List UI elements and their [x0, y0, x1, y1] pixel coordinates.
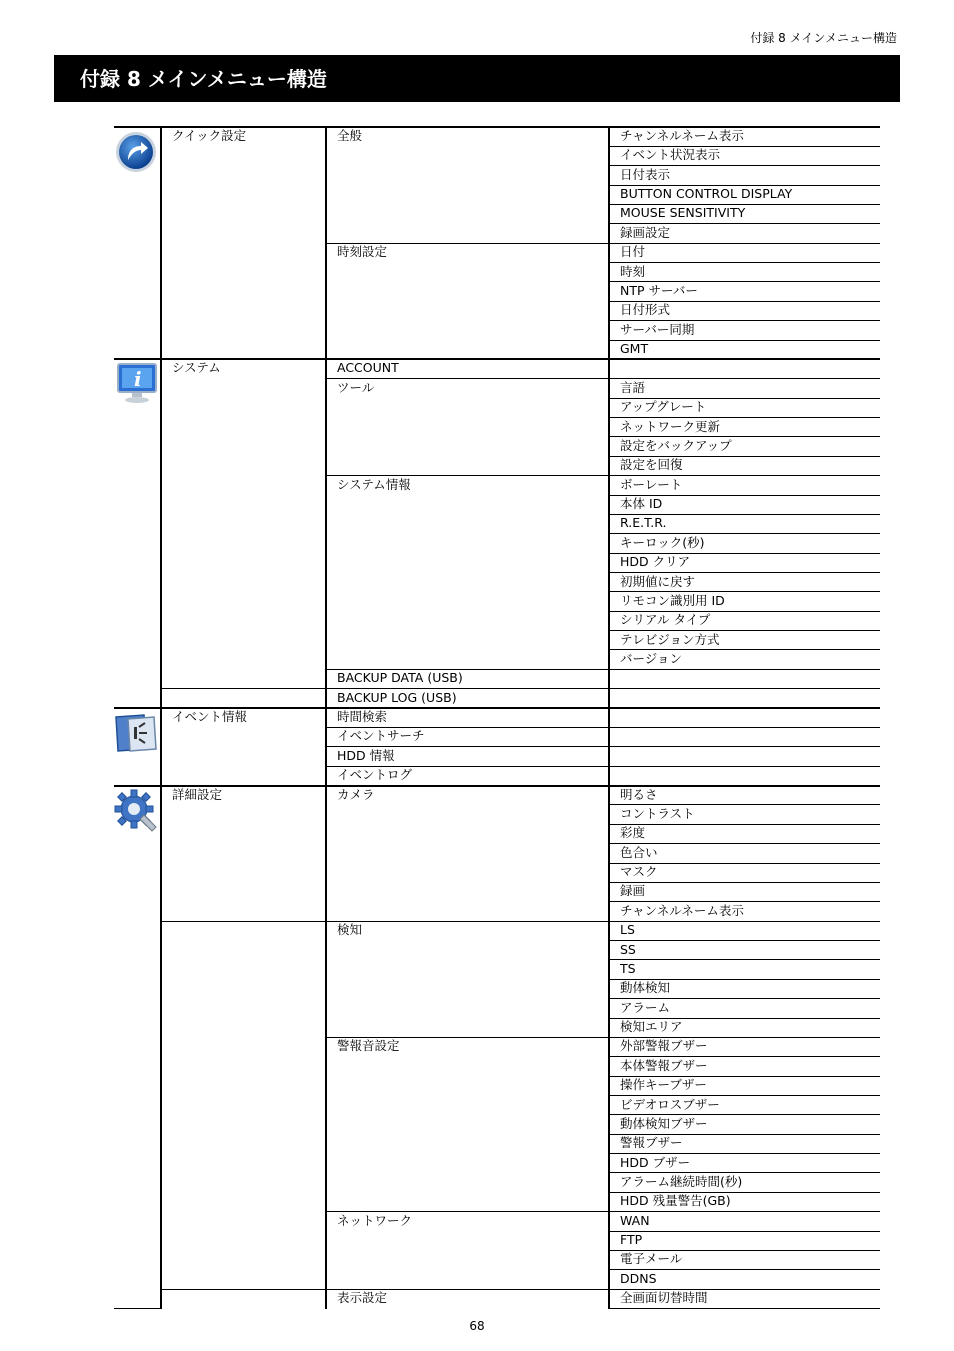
column-rule [608, 786, 610, 1309]
column-rule [160, 127, 162, 359]
level3-label: 録画設定 [620, 224, 671, 240]
quick-setting-icon [114, 128, 158, 174]
column-rule [608, 127, 610, 359]
svg-text:i: i [134, 367, 142, 392]
level2-label: HDD 情報 [337, 747, 395, 763]
level2-label: ネットワーク [337, 1212, 413, 1228]
level3-label: WAN [620, 1212, 650, 1228]
level3-label: 設定をバックアップ [620, 437, 732, 453]
level3-label: HDD 残量警告(GB) [620, 1193, 731, 1209]
level3-label: ボーレート [620, 476, 683, 492]
level3-label: FTP [620, 1232, 643, 1248]
level3-label: 全画面切替時間 [620, 1290, 708, 1306]
level3-rule [609, 824, 880, 825]
level2-label: BACKUP LOG (USB) [337, 689, 457, 705]
level1-label: クイック設定 [172, 128, 247, 143]
level3-label: ネットワーク更新 [620, 418, 721, 434]
column-rule [160, 359, 162, 708]
level3-label: アラーム [620, 999, 671, 1015]
level3-rule [609, 766, 880, 767]
page-title: 付録 8 メインメニュー構造 [80, 67, 327, 91]
level2-label: 時刻設定 [337, 244, 388, 260]
level3-label: アラーム継続時間(秒) [620, 1173, 743, 1189]
level3-label: 日付形式 [620, 302, 671, 318]
level3-rule [609, 940, 880, 941]
level2-label: 全般 [337, 128, 363, 143]
column-rule [160, 708, 162, 785]
level3-label: 言語 [620, 379, 646, 395]
level3-label: HDD クリア [620, 554, 691, 570]
level3-label: チャンネルネーム表示 [620, 902, 744, 918]
level3-label: アップグレート [620, 399, 707, 415]
section-rule [114, 785, 880, 787]
level3-label: イベント状況表示 [620, 147, 721, 163]
level1-label: 詳細設定 [172, 786, 223, 802]
column-rule [160, 786, 162, 1309]
level3-label: MOUSE SENSITIVITY [620, 205, 746, 221]
section-rule [114, 358, 880, 360]
level3-rule [609, 1211, 880, 1212]
level2-label: ACCOUNT [337, 360, 399, 376]
level1-rule [161, 921, 326, 922]
level2-label: ツール [337, 379, 375, 395]
level2-rule [326, 921, 609, 922]
level3-label: 本体 ID [620, 496, 663, 512]
level2-label: 表示設定 [337, 1290, 388, 1306]
level3-rule [609, 882, 880, 883]
table-bottom-rule [114, 1308, 161, 1309]
level3-label: 設定を回復 [620, 457, 683, 473]
level3-label: 日付表示 [620, 166, 671, 182]
level3-rule [609, 688, 880, 689]
level3-label: 時刻 [620, 263, 646, 279]
level3-label: 動体検知ブザー [620, 1115, 708, 1131]
level3-label: 本体警報ブザー [620, 1057, 708, 1073]
level3-rule [609, 669, 880, 670]
level3-label: R.E.T.R. [620, 515, 667, 531]
level3-label: SS [620, 941, 636, 957]
level3-label: 警報ブザー [620, 1135, 683, 1151]
level3-label: HDD ブザー [620, 1154, 691, 1170]
level2-label: カメラ [337, 786, 375, 802]
level3-label: キーロック(秒) [620, 534, 705, 550]
column-rule [608, 708, 610, 785]
level2-label: 時間検索 [337, 709, 388, 725]
level2-label: 検知 [337, 922, 363, 938]
level3-label: チャンネルネーム表示 [620, 128, 744, 143]
level3-label: 日付 [620, 244, 646, 260]
column-rule [325, 359, 327, 708]
level3-label: 操作キーブザー [620, 1077, 707, 1093]
level2-label: システム情報 [337, 476, 411, 492]
level3-label: 明るさ [620, 786, 658, 802]
level3-rule [609, 921, 880, 922]
level3-rule [609, 262, 880, 263]
level3-label: 彩度 [620, 825, 646, 841]
level3-rule [609, 959, 880, 960]
level3-rule [609, 340, 880, 341]
level3-label: 電子メール [620, 1251, 683, 1267]
level3-rule [609, 1308, 880, 1309]
level3-rule [609, 746, 880, 747]
level3-label: NTP サーバー [620, 282, 698, 298]
level3-label: 初期値に戻す [620, 573, 696, 589]
level2-label: イベントサーチ [337, 728, 425, 744]
page-number: 68 [469, 1319, 485, 1333]
level3-label: GMT [620, 341, 649, 357]
column-rule [325, 127, 327, 359]
level3-label: 色合い [620, 844, 658, 860]
level3-label: サーバー同期 [620, 321, 695, 337]
level3-label: テレビジョン方式 [620, 631, 720, 647]
level1-rule [161, 688, 326, 689]
running-head: 付録 8 メインメニュー構造 [750, 31, 897, 45]
level3-rule [609, 378, 880, 379]
column-rule [325, 708, 327, 785]
level2-label: BACKUP DATA (USB) [337, 670, 463, 686]
level3-label: リモコン識別用 ID [620, 592, 725, 608]
level3-label: BUTTON CONTROL DISPLAY [620, 186, 793, 202]
level1-label: システム [172, 360, 221, 376]
column-rule [325, 786, 327, 1309]
level2-label: 警報音設定 [337, 1038, 400, 1054]
level3-label: シリアル タイプ [620, 612, 711, 628]
level1-rule [161, 1289, 326, 1290]
level1-label: イベント情報 [172, 709, 248, 725]
level3-label: 録画 [620, 883, 646, 899]
level3-label: 動体検知 [620, 980, 671, 996]
level3-label: バージョン [620, 650, 683, 666]
level3-label: 検知エリア [620, 1019, 683, 1035]
level3-label: マスク [620, 864, 658, 880]
level3-label: 外部警報ブザー [620, 1038, 708, 1054]
level3-label: TS [620, 960, 636, 976]
level2-label: イベントログ [337, 767, 413, 783]
level3-label: LS [620, 922, 635, 938]
level3-label: ビデオロスブザー [620, 1096, 720, 1112]
level3-label: DDNS [620, 1270, 657, 1286]
event-info-icon [114, 709, 158, 755]
level3-rule [609, 727, 880, 728]
column-rule [608, 359, 610, 708]
advanced-setting-icon [114, 787, 158, 833]
level3-rule [609, 1231, 880, 1232]
level3-label: コントラスト [620, 805, 695, 821]
system-info-icon [114, 360, 158, 406]
level3-rule [609, 243, 880, 244]
